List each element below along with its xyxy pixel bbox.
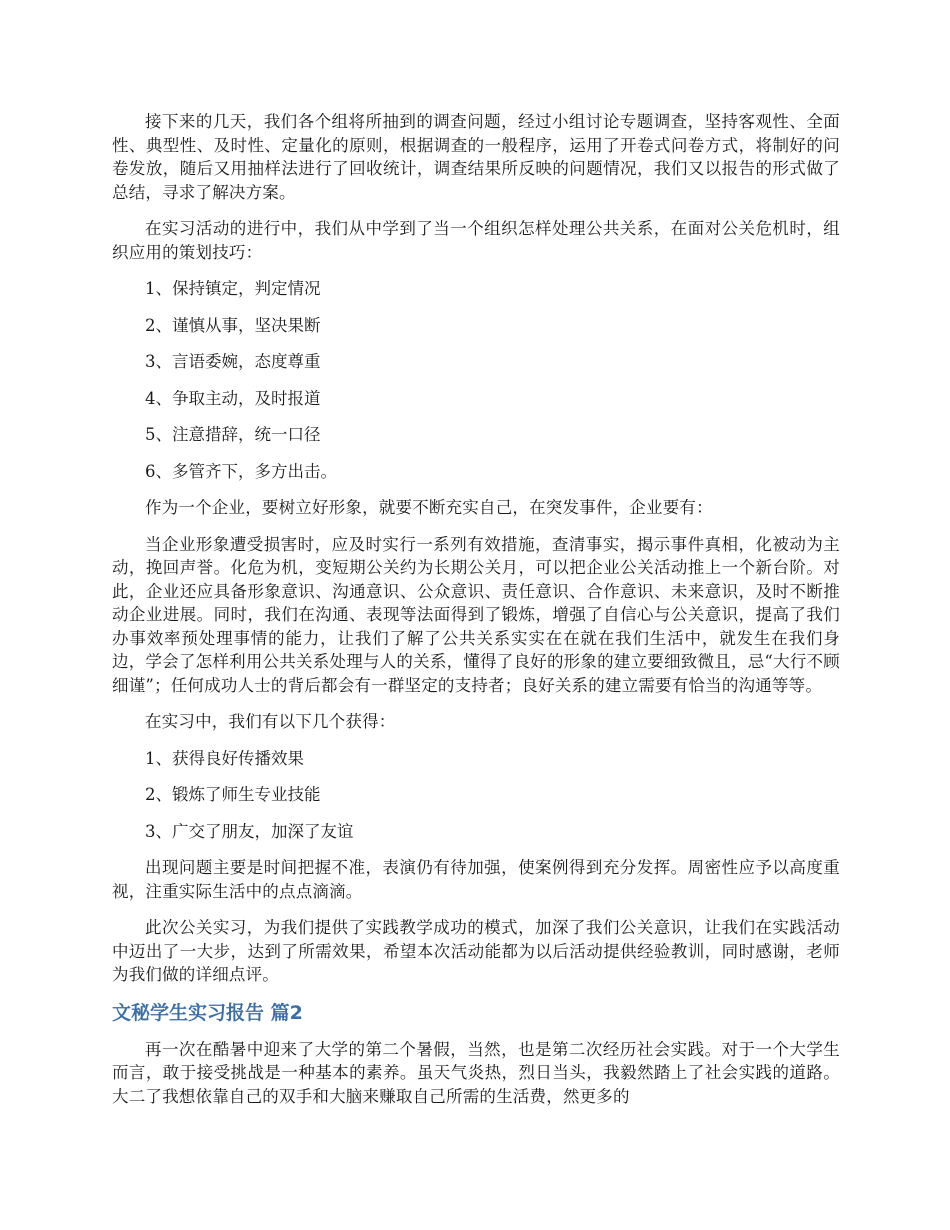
- list-item: 2、锻炼了师生专业技能: [145, 785, 321, 804]
- section-title: 文秘学生实习报告 篇2: [112, 1001, 303, 1024]
- list-item: 4、争取主动，及时报道: [145, 388, 321, 408]
- list-item: 1、获得良好传播效果: [145, 748, 304, 768]
- list-item: 1、保持镇定，判定情况: [145, 279, 321, 298]
- list-item: 5、注意措辞，统一口径: [145, 425, 321, 444]
- paragraph-part2-intro: 再一次在酷暑中迎来了大学的第二个暑假，当然，也是第二次经历社会实践。对于一个大学生而言，敢于接受挑战是一种基本的素养。虽天气炎热，烈日当头，我毅然踏上了社会实践的道路。大二了我想依靠自己的双手和大脑来赚取自己所需的生活费，然更多的: [112, 1039, 840, 1106]
- list-item: 2、谨慎从事，坚决果断: [145, 315, 321, 335]
- document-page: [112, 110, 840, 1121]
- paragraph-enterprise-image: 当企业形象遭受损害时，应及时实行一系列有效措施，查清事实，揭示事件真相，化被动为主动，挽回声誉。化危为机，变短期公关约为长期公关月，可以把企业公关活动推上一个新台阶。对此，企业还应具备形象意识、沟通意识、公众意识、责任意识、合作意识、未来意识，及时不断推动企业进展。同时，我们在沟通、表现等法面得到了锻炼，增强了自信心与公关意识，提高了我们办事效率预处理事情的能力，让我们了解了公共关系实实在在就在我们生活中，就发生在我们身边，学会了怎样利用公共关系处理与人的关系，懂得了良好的形象的建立要细致微且，忌“大行不顾细谨”；任何成功人士的背后都会有一群坚定的支持者；良好关系的建立需要有恰当的沟通等等。: [112, 534, 840, 695]
- paragraph-pr-skills-intro: 在实习活动的进行中，我们从中学到了当一个组织怎样处理公共关系，在面对公关危机时，组织应用的策划技巧：: [112, 219, 840, 262]
- pr-skills-list: [112, 277, 840, 483]
- list-item: 6、多管齐下，多方出击。: [145, 461, 337, 481]
- gains-list: [112, 747, 840, 844]
- paragraph-gains-intro: 在实习中，我们有以下几个获得：: [145, 712, 396, 731]
- list-item: 3、言语委婉，态度尊重: [145, 352, 321, 371]
- paragraph-enterprise-intro: 作为一个企业，要树立好形象，就要不断充实自己，在突发事件，企业要有：: [145, 498, 713, 517]
- paragraph-problems: 出现问题主要是时间把握不准，表演仍有待加强，使案例得到充分发挥。周密性应予以高度重视，注重实际生活中的点点滴滴。: [112, 858, 840, 901]
- paragraph-conclusion: 此次公关实习，为我们提供了实践教学成功的模式，加深了我们公关意识，让我们在实践活动中迈出了一大步，达到了所需效果，希望本次活动能都为以后活动提供经验教训，同时感谢，老师为我们做的详细点评。: [112, 918, 840, 984]
- list-item: 3、广交了朋友，加深了友谊: [145, 821, 354, 841]
- paragraph-survey: 接下来的几天，我们各个组将所抽到的调查问题，经过小组讨论专题调查，坚持客观性、全面性、典型性、及时性、定量化的原则，根据调查的一般程序，运用了开卷式问卷方式，将制好的问卷发放，随后又用抽样法进行了回收统计，调查结果所反映的问题情况，我们又以报告的形式做了总结，寻求了解决方案。: [112, 112, 840, 202]
